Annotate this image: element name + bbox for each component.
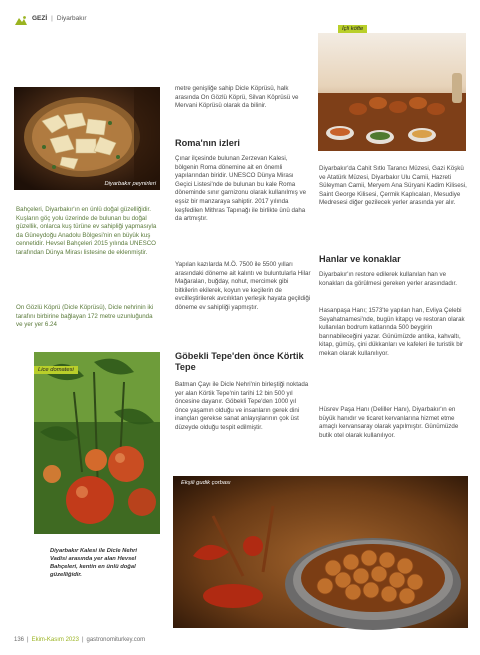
cheese-photo <box>14 87 160 190</box>
tomato-photo-tag: Lice domatesi <box>34 366 78 374</box>
issue-date: Ekim-Kasım 2023 <box>31 637 79 643</box>
heading-roma: Roma'nın izleri <box>175 138 240 148</box>
heading-kortik-tepe: Göbekli Tepe'den önce Körtik Tepe <box>175 351 304 372</box>
col1-paragraph-1: Bahçeleri, Diyarbakır'ın en ünlü doğal güzelliğidir. Kuşların göç yolu üzerinde de bulunan bu doğal güzellik, onlarca kuş türüne ev sahipliği yapmasıyla da Güneydoğu Anadolu Bölgesi'nin en büyük kuş cennetidir. Hevsel Bahçeleri 2015 yılında UNESCO tarafından Dünya Mirası listesine de eklenmiştir. <box>16 206 157 256</box>
tomato-photo <box>34 352 160 534</box>
heading-hanlar: Hanlar ve konaklar <box>319 254 401 264</box>
icli-kofte-photo <box>318 26 466 151</box>
gezi-logo-icon <box>14 13 28 24</box>
col2-paragraph-4: Batman Çayı ile Dicle Nehri'nin birleştiği noktada yer alan Körtik Tepe'nin tarihi 12 bin 500 yıl öncesine dayanır. Göbekli Tepe'den 1000 yıl önce yaşamın olduğu ve insanların gerek dini inançları gerekse sanat anlayışlarının çok üst düzeyde olduğu tespit edilmiştir. <box>175 381 309 431</box>
page-footer <box>14 637 145 643</box>
icli-kofte-tag: İçli köfte <box>338 25 367 33</box>
footer-sep-2: | <box>81 637 84 643</box>
col2-paragraph-1: metre genişliğe sahip Dicle Köprüsü, halk arasında On Gözlü Köprü, Silvan Köprüsü ve Mervani Köprüsü olarak da bilinir. <box>175 85 299 110</box>
eksili-gudik-caption: Ekşili gudik çorbası <box>181 480 231 486</box>
site-link[interactable]: gastronomiturkey.com <box>86 637 146 643</box>
col3-paragraph-4: Hüsrev Paşa Hanı (Deliller Hanı), Diyarbakır'ın en büyük hanıdır ve ticaret kervanlarına hizmet etme amaçlı kervansaray olarak yapılmıştır. Günümüzde butik otel olarak kullanılıyor. <box>319 406 459 439</box>
col1-paragraph-2: On Gözlü Köprü (Dicle Köprüsü), Dicle nehrinin iki tarafını birbirine bağlayan 172 metre uzunluğunda ve yer yer 6.24 <box>16 304 154 329</box>
col3-paragraph-1: Diyarbakır'da Cahit Sıtkı Tarancı Müzesi, Gazi Köşkü ve Atatürk Müzesi, Diyarbakır Ulu Camii, Hazreti Süleyman Camii, Meryem Ana Süryani Kadim Kilisesi, Saint George Kilisesi, Çermik Kaplıcaları, Mesudiye Medresesi diğer gezilecek yerler arasında yer alır. <box>319 165 467 207</box>
header-section: GEZİ <box>32 15 48 22</box>
page-header <box>14 13 87 24</box>
eksili-gudik-photo <box>173 476 468 628</box>
cheese-photo-caption: Diyarbakır peynirleri <box>104 181 156 187</box>
col3-paragraph-2: Diyarbakır'ın restore edilerek kullanılan han ve konakları da görülmesi gereken yerler arasındadır. <box>319 271 457 287</box>
col2-paragraph-2: Çınar ilçesinde bulunan Zerzevan Kalesi, bölgenin Roma dönemine ait en önemli yapılarından biridir. UNESCO Dünya Mirası Geçici Listesi'nde de bulunan bu kale Roma döneminde sınır garnizonu olarak kullanılmış ve eşsiz bir manzaraya sahiptir. 2017 yılında keşfedilen Mithras Tapınağı ile birlikte ünü daha da artmıştır. <box>175 155 307 223</box>
col2-paragraph-3: Yapılan kazılarda M.Ö. 7500 ile 5500 yılları arasındaki döneme ait kalıntı ve buluntularla Hilar Mağaraları, buğday, nohut, mercimek gibi bitkilerin ekilerek, koyun ve keçilerin de evcilleştirilerek avcılıktan yerleşik hayata geçildiği döneme ev sahipliği yapmıştır. <box>175 261 311 311</box>
header-city: Diyarbakır <box>56 15 87 22</box>
col3-paragraph-3: Hasanpaşa Hanı; 1573'te yapılan han, Evliya Çelebi Seyahatnamesi'nde, bugün kitapçı ve restoran olarak kullanılan bodrum katlarında 500 beygirin barınabileceğini yazar. Günümüzde antika, kahvaltı, kitap, gümüş, çini dükkanları ve kafeleri ile turistik bir mekan olarak kullanılıyor. <box>319 307 465 357</box>
header-separator: | <box>51 15 53 22</box>
page-number: 136 <box>14 637 25 643</box>
footer-sep-1: | <box>27 637 29 643</box>
hevsel-caption: Diyarbakır Kalesi ile Dicle Nehri Vadisi arasında yer alan Hevsel Bahçeleri, kentin en ünlü doğal güzelliğidir. <box>50 548 137 578</box>
